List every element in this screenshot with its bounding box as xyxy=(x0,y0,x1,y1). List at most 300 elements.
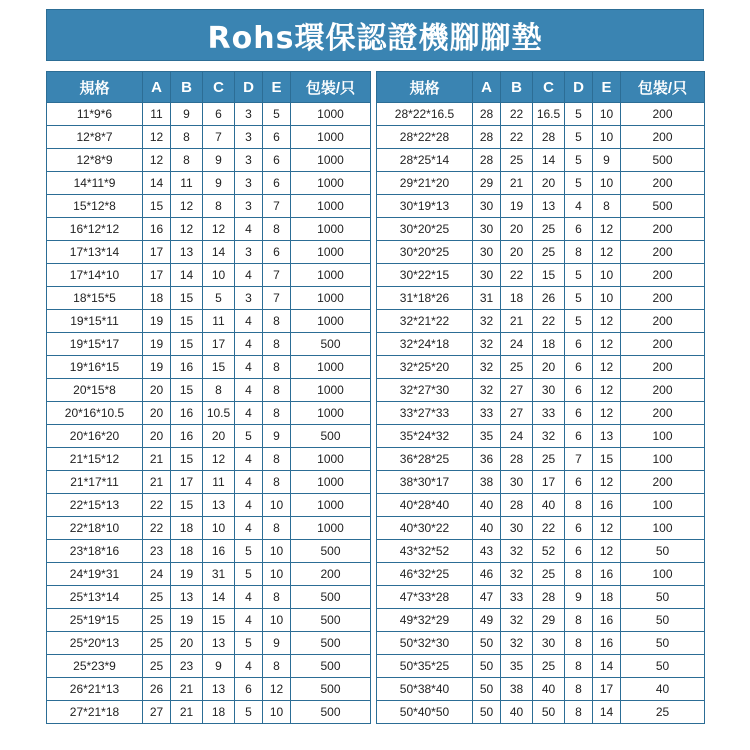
table-cell: 7 xyxy=(263,287,291,310)
table-cell: 14 xyxy=(593,701,621,724)
table-row xyxy=(47,586,371,609)
table-cell: 28 xyxy=(473,126,501,149)
table-cell: 1000 xyxy=(291,310,371,333)
table-cell: 21 xyxy=(171,701,203,724)
table-cell: 12 xyxy=(593,517,621,540)
table-cell: 6 xyxy=(565,333,593,356)
table-row xyxy=(47,563,371,586)
table-cell: 14 xyxy=(203,241,235,264)
table-cell: 6 xyxy=(263,126,291,149)
spec-size-cell: 15*12*8 xyxy=(47,195,143,218)
table-cell: 15 xyxy=(143,195,171,218)
table-cell: 25 xyxy=(621,701,705,724)
table-cell: 500 xyxy=(291,425,371,448)
spec-size-cell: 32*21*22 xyxy=(377,310,473,333)
table-cell: 11 xyxy=(203,310,235,333)
table-row xyxy=(47,126,371,149)
table-cell: 6 xyxy=(565,356,593,379)
table-row xyxy=(377,494,705,517)
table-cell: 43 xyxy=(473,540,501,563)
table-cell: 20 xyxy=(533,172,565,195)
table-row xyxy=(377,310,705,333)
table-row xyxy=(377,471,705,494)
table-cell: 16 xyxy=(171,425,203,448)
table-cell: 12 xyxy=(593,379,621,402)
table-cell: 13 xyxy=(533,195,565,218)
table-cell: 32 xyxy=(473,310,501,333)
spec-size-cell: 23*18*16 xyxy=(47,540,143,563)
table-cell: 15 xyxy=(203,356,235,379)
spec-size-cell: 31*18*26 xyxy=(377,287,473,310)
table-body xyxy=(377,103,705,724)
table-cell: 12 xyxy=(593,471,621,494)
spec-size-cell: 30*19*13 xyxy=(377,195,473,218)
table-row xyxy=(377,172,705,195)
spec-size-cell: 14*11*9 xyxy=(47,172,143,195)
table-cell: 25 xyxy=(533,563,565,586)
table-cell: 32 xyxy=(473,356,501,379)
table-row xyxy=(377,287,705,310)
spec-size-cell: 17*13*14 xyxy=(47,241,143,264)
table-cell: 25 xyxy=(143,632,171,655)
table-cell: 500 xyxy=(291,586,371,609)
table-row xyxy=(47,517,371,540)
table-cell: 100 xyxy=(621,425,705,448)
spec-size-cell: 35*24*32 xyxy=(377,425,473,448)
table-cell: 100 xyxy=(621,448,705,471)
table-cell: 19 xyxy=(171,609,203,632)
table-cell: 20 xyxy=(171,632,203,655)
table-cell: 200 xyxy=(621,126,705,149)
table-cell: 50 xyxy=(473,678,501,701)
table-cell: 5 xyxy=(565,126,593,149)
table-cell: 7 xyxy=(263,195,291,218)
table-cell: 15 xyxy=(203,609,235,632)
page-title: Rohs環保認證機腳腳墊 xyxy=(207,21,543,56)
table-row xyxy=(47,494,371,517)
table-cell: 1000 xyxy=(291,356,371,379)
table-cell: 6 xyxy=(235,678,263,701)
table-cell: 5 xyxy=(235,632,263,655)
table-cell: 6 xyxy=(565,402,593,425)
table-cell: 8 xyxy=(263,517,291,540)
table-cell: 16 xyxy=(143,218,171,241)
table-cell: 10 xyxy=(593,264,621,287)
table-cell: 28 xyxy=(533,126,565,149)
table-cell: 10 xyxy=(263,540,291,563)
column-header: B xyxy=(171,72,203,103)
table-cell: 8 xyxy=(565,494,593,517)
table-cell: 13 xyxy=(593,425,621,448)
spec-size-cell: 27*21*18 xyxy=(47,701,143,724)
table-cell: 25 xyxy=(533,241,565,264)
table-cell: 1000 xyxy=(291,494,371,517)
table-cell: 36 xyxy=(473,448,501,471)
spec-size-cell: 19*16*15 xyxy=(47,356,143,379)
spec-size-cell: 20*16*10.5 xyxy=(47,402,143,425)
table-row xyxy=(47,402,371,425)
table-cell: 5 xyxy=(235,701,263,724)
table-cell: 46 xyxy=(473,563,501,586)
table-cell: 16.5 xyxy=(533,103,565,126)
table-cell: 25 xyxy=(143,609,171,632)
table-cell: 5 xyxy=(565,287,593,310)
column-header: 包裝/只 xyxy=(291,72,371,103)
table-cell: 7 xyxy=(203,126,235,149)
table-cell: 16 xyxy=(171,356,203,379)
spec-size-cell: 12*8*9 xyxy=(47,149,143,172)
table-row xyxy=(377,264,705,287)
table-cell: 200 xyxy=(621,356,705,379)
table-cell: 500 xyxy=(291,333,371,356)
table-cell: 22 xyxy=(501,126,533,149)
table-cell: 5 xyxy=(263,103,291,126)
spec-size-cell: 21*17*11 xyxy=(47,471,143,494)
table-row xyxy=(377,701,705,724)
table-cell: 47 xyxy=(473,586,501,609)
table-cell: 49 xyxy=(473,609,501,632)
table-cell: 4 xyxy=(235,218,263,241)
table-cell: 21 xyxy=(143,448,171,471)
table-cell: 7 xyxy=(263,264,291,287)
table-cell: 50 xyxy=(473,701,501,724)
table-cell: 29 xyxy=(533,609,565,632)
table-cell: 200 xyxy=(621,471,705,494)
table-cell: 9 xyxy=(565,586,593,609)
table-cell: 6 xyxy=(565,425,593,448)
table-row xyxy=(377,563,705,586)
spec-size-cell: 32*24*18 xyxy=(377,333,473,356)
table-cell: 500 xyxy=(291,540,371,563)
table-cell: 5 xyxy=(235,540,263,563)
table-cell: 30 xyxy=(501,471,533,494)
table-row xyxy=(47,425,371,448)
table-row xyxy=(377,149,705,172)
table-cell: 1000 xyxy=(291,264,371,287)
table-row xyxy=(47,356,371,379)
table-cell: 3 xyxy=(235,241,263,264)
table-cell: 9 xyxy=(203,172,235,195)
table-cell: 6 xyxy=(565,517,593,540)
spec-size-cell: 25*19*15 xyxy=(47,609,143,632)
table-cell: 10 xyxy=(593,103,621,126)
table-cell: 200 xyxy=(291,563,371,586)
table-cell: 40 xyxy=(473,494,501,517)
table-cell: 27 xyxy=(501,402,533,425)
table-cell: 16 xyxy=(593,632,621,655)
table-cell: 9 xyxy=(263,632,291,655)
table-cell: 5 xyxy=(565,310,593,333)
table-cell: 29 xyxy=(473,172,501,195)
column-header: C xyxy=(203,72,235,103)
table-cell: 500 xyxy=(621,149,705,172)
table-cell: 17 xyxy=(143,241,171,264)
spec-size-cell: 12*8*7 xyxy=(47,126,143,149)
spec-size-cell: 17*14*10 xyxy=(47,264,143,287)
spec-size-cell: 18*15*5 xyxy=(47,287,143,310)
spec-size-cell: 50*40*50 xyxy=(377,701,473,724)
table-cell: 25 xyxy=(501,149,533,172)
table-cell: 8 xyxy=(565,632,593,655)
table-row xyxy=(377,241,705,264)
table-cell: 100 xyxy=(621,494,705,517)
table-cell: 18 xyxy=(593,586,621,609)
table-cell: 25 xyxy=(143,586,171,609)
table-row xyxy=(47,632,371,655)
table-row xyxy=(377,678,705,701)
table-cell: 17 xyxy=(533,471,565,494)
table-cell: 17 xyxy=(143,264,171,287)
table-cell: 500 xyxy=(291,632,371,655)
table-cell: 6 xyxy=(203,103,235,126)
table-cell: 1000 xyxy=(291,149,371,172)
table-cell: 50 xyxy=(621,632,705,655)
table-cell: 12 xyxy=(143,149,171,172)
column-header: 規格 xyxy=(47,72,143,103)
table-cell: 12 xyxy=(203,218,235,241)
table-cell: 200 xyxy=(621,287,705,310)
spec-size-cell: 50*35*25 xyxy=(377,655,473,678)
table-cell: 19 xyxy=(143,356,171,379)
table-cell: 6 xyxy=(263,149,291,172)
table-cell: 200 xyxy=(621,103,705,126)
table-cell: 12 xyxy=(171,195,203,218)
table-row xyxy=(47,333,371,356)
table-cell: 5 xyxy=(203,287,235,310)
table-cell: 40 xyxy=(473,517,501,540)
table-cell: 25 xyxy=(533,655,565,678)
table-cell: 31 xyxy=(473,287,501,310)
spec-size-cell: 50*38*40 xyxy=(377,678,473,701)
table-cell: 12 xyxy=(203,448,235,471)
table-cell: 1000 xyxy=(291,379,371,402)
table-cell: 4 xyxy=(565,195,593,218)
spec-size-cell: 28*22*28 xyxy=(377,126,473,149)
table-cell: 1000 xyxy=(291,195,371,218)
table-cell: 8 xyxy=(203,195,235,218)
table-cell: 18 xyxy=(171,540,203,563)
table-cell: 28 xyxy=(533,586,565,609)
table-cell: 25 xyxy=(501,356,533,379)
table-cell: 40 xyxy=(621,678,705,701)
table-cell: 23 xyxy=(143,540,171,563)
table-cell: 8 xyxy=(263,310,291,333)
table-cell: 33 xyxy=(533,402,565,425)
table-cell: 40 xyxy=(533,494,565,517)
table-row xyxy=(377,402,705,425)
spec-size-cell: 36*28*25 xyxy=(377,448,473,471)
table-cell: 25 xyxy=(533,448,565,471)
table-cell: 27 xyxy=(501,379,533,402)
table-cell: 21 xyxy=(143,471,171,494)
table-cell: 50 xyxy=(621,655,705,678)
spec-size-cell: 24*19*31 xyxy=(47,563,143,586)
table-cell: 8 xyxy=(203,379,235,402)
table-row xyxy=(377,448,705,471)
table-cell: 8 xyxy=(593,195,621,218)
column-header: C xyxy=(533,72,565,103)
table-cell: 20 xyxy=(533,356,565,379)
table-cell: 100 xyxy=(621,563,705,586)
table-cell: 10 xyxy=(593,126,621,149)
table-row xyxy=(47,172,371,195)
table-cell: 40 xyxy=(533,678,565,701)
table-body xyxy=(47,103,371,724)
table-cell: 22 xyxy=(143,517,171,540)
table-cell: 24 xyxy=(501,425,533,448)
table-cell: 200 xyxy=(621,241,705,264)
table-cell: 4 xyxy=(235,586,263,609)
table-cell: 9 xyxy=(171,103,203,126)
table-cell: 16 xyxy=(171,402,203,425)
table-cell: 8 xyxy=(263,218,291,241)
table-cell: 12 xyxy=(593,310,621,333)
table-cell: 200 xyxy=(621,379,705,402)
table-cell: 21 xyxy=(171,678,203,701)
table-cell: 1000 xyxy=(291,517,371,540)
table-cell: 15 xyxy=(171,333,203,356)
table-cell: 28 xyxy=(501,494,533,517)
table-cell: 22 xyxy=(533,517,565,540)
table-row xyxy=(377,356,705,379)
spec-size-cell: 47*33*28 xyxy=(377,586,473,609)
table-cell: 33 xyxy=(473,402,501,425)
table-cell: 13 xyxy=(203,494,235,517)
table-cell: 8 xyxy=(565,678,593,701)
table-cell: 20 xyxy=(143,402,171,425)
table-cell: 10 xyxy=(263,563,291,586)
table-cell: 22 xyxy=(501,103,533,126)
table-cell: 32 xyxy=(473,379,501,402)
table-cell: 10 xyxy=(263,701,291,724)
table-cell: 19 xyxy=(143,333,171,356)
table-cell: 4 xyxy=(235,448,263,471)
spec-size-cell: 49*32*29 xyxy=(377,609,473,632)
table-cell: 13 xyxy=(171,241,203,264)
table-row xyxy=(47,195,371,218)
spec-size-cell: 22*18*10 xyxy=(47,517,143,540)
table-cell: 30 xyxy=(473,218,501,241)
table-cell: 30 xyxy=(533,379,565,402)
table-cell: 8 xyxy=(565,701,593,724)
spec-size-cell: 19*15*17 xyxy=(47,333,143,356)
table-row xyxy=(47,379,371,402)
table-cell: 21 xyxy=(501,310,533,333)
table-cell: 8 xyxy=(565,609,593,632)
table-cell: 4 xyxy=(235,517,263,540)
spec-size-cell: 40*30*22 xyxy=(377,517,473,540)
column-header: B xyxy=(501,72,533,103)
table-cell: 20 xyxy=(143,425,171,448)
table-cell: 8 xyxy=(565,241,593,264)
table-cell: 40 xyxy=(501,701,533,724)
table-cell: 200 xyxy=(621,402,705,425)
spec-size-cell: 21*15*12 xyxy=(47,448,143,471)
table-cell: 20 xyxy=(143,379,171,402)
table-cell: 15 xyxy=(593,448,621,471)
table-row xyxy=(377,218,705,241)
table-cell: 4 xyxy=(235,494,263,517)
table-cell: 4 xyxy=(235,379,263,402)
table-cell: 28 xyxy=(473,103,501,126)
table-cell: 12 xyxy=(593,402,621,425)
table-cell: 9 xyxy=(263,425,291,448)
table-cell: 8 xyxy=(263,471,291,494)
table-cell: 30 xyxy=(473,241,501,264)
table-cell: 11 xyxy=(203,471,235,494)
table-cell: 10 xyxy=(203,264,235,287)
table-cell: 35 xyxy=(473,425,501,448)
spec-size-cell: 22*15*13 xyxy=(47,494,143,517)
spec-size-cell: 11*9*6 xyxy=(47,103,143,126)
table-cell: 18 xyxy=(203,701,235,724)
table-cell: 35 xyxy=(501,655,533,678)
table-cell: 4 xyxy=(235,402,263,425)
table-row xyxy=(377,195,705,218)
column-header: E xyxy=(593,72,621,103)
spec-size-cell: 43*32*52 xyxy=(377,540,473,563)
table-cell: 500 xyxy=(621,195,705,218)
table-cell: 38 xyxy=(501,678,533,701)
table-cell: 10 xyxy=(263,609,291,632)
table-cell: 4 xyxy=(235,264,263,287)
table-cell: 5 xyxy=(565,172,593,195)
table-cell: 16 xyxy=(203,540,235,563)
spec-size-cell: 20*16*20 xyxy=(47,425,143,448)
table-cell: 10 xyxy=(593,287,621,310)
table-cell: 3 xyxy=(235,172,263,195)
column-header: E xyxy=(263,72,291,103)
table-cell: 8 xyxy=(263,402,291,425)
table-row xyxy=(47,310,371,333)
table-cell: 5 xyxy=(565,103,593,126)
spec-size-cell: 25*20*13 xyxy=(47,632,143,655)
table-cell: 26 xyxy=(143,678,171,701)
spec-size-cell: 16*12*12 xyxy=(47,218,143,241)
spec-size-cell: 30*22*15 xyxy=(377,264,473,287)
table-cell: 1000 xyxy=(291,218,371,241)
table-cell: 50 xyxy=(621,609,705,632)
table-cell: 32 xyxy=(501,540,533,563)
table-row xyxy=(377,126,705,149)
table-cell: 23 xyxy=(171,655,203,678)
spec-size-cell: 19*15*11 xyxy=(47,310,143,333)
table-cell: 32 xyxy=(473,333,501,356)
spec-size-cell: 32*27*30 xyxy=(377,379,473,402)
table-row xyxy=(47,241,371,264)
table-cell: 19 xyxy=(171,563,203,586)
table-row xyxy=(377,333,705,356)
table-cell: 4 xyxy=(235,333,263,356)
table-cell: 10 xyxy=(203,517,235,540)
table-cell: 5 xyxy=(235,425,263,448)
table-cell: 18 xyxy=(143,287,171,310)
table-row xyxy=(47,448,371,471)
table-cell: 100 xyxy=(621,517,705,540)
table-cell: 1000 xyxy=(291,103,371,126)
table-cell: 38 xyxy=(473,471,501,494)
spec-size-cell: 40*28*40 xyxy=(377,494,473,517)
table-cell: 32 xyxy=(533,425,565,448)
table-cell: 18 xyxy=(171,517,203,540)
table-row xyxy=(47,149,371,172)
table-cell: 14 xyxy=(203,586,235,609)
spec-table-right xyxy=(376,71,705,724)
table-cell: 20 xyxy=(501,241,533,264)
table-cell: 8 xyxy=(171,126,203,149)
table-cell: 4 xyxy=(235,609,263,632)
table-header-row xyxy=(47,72,371,103)
